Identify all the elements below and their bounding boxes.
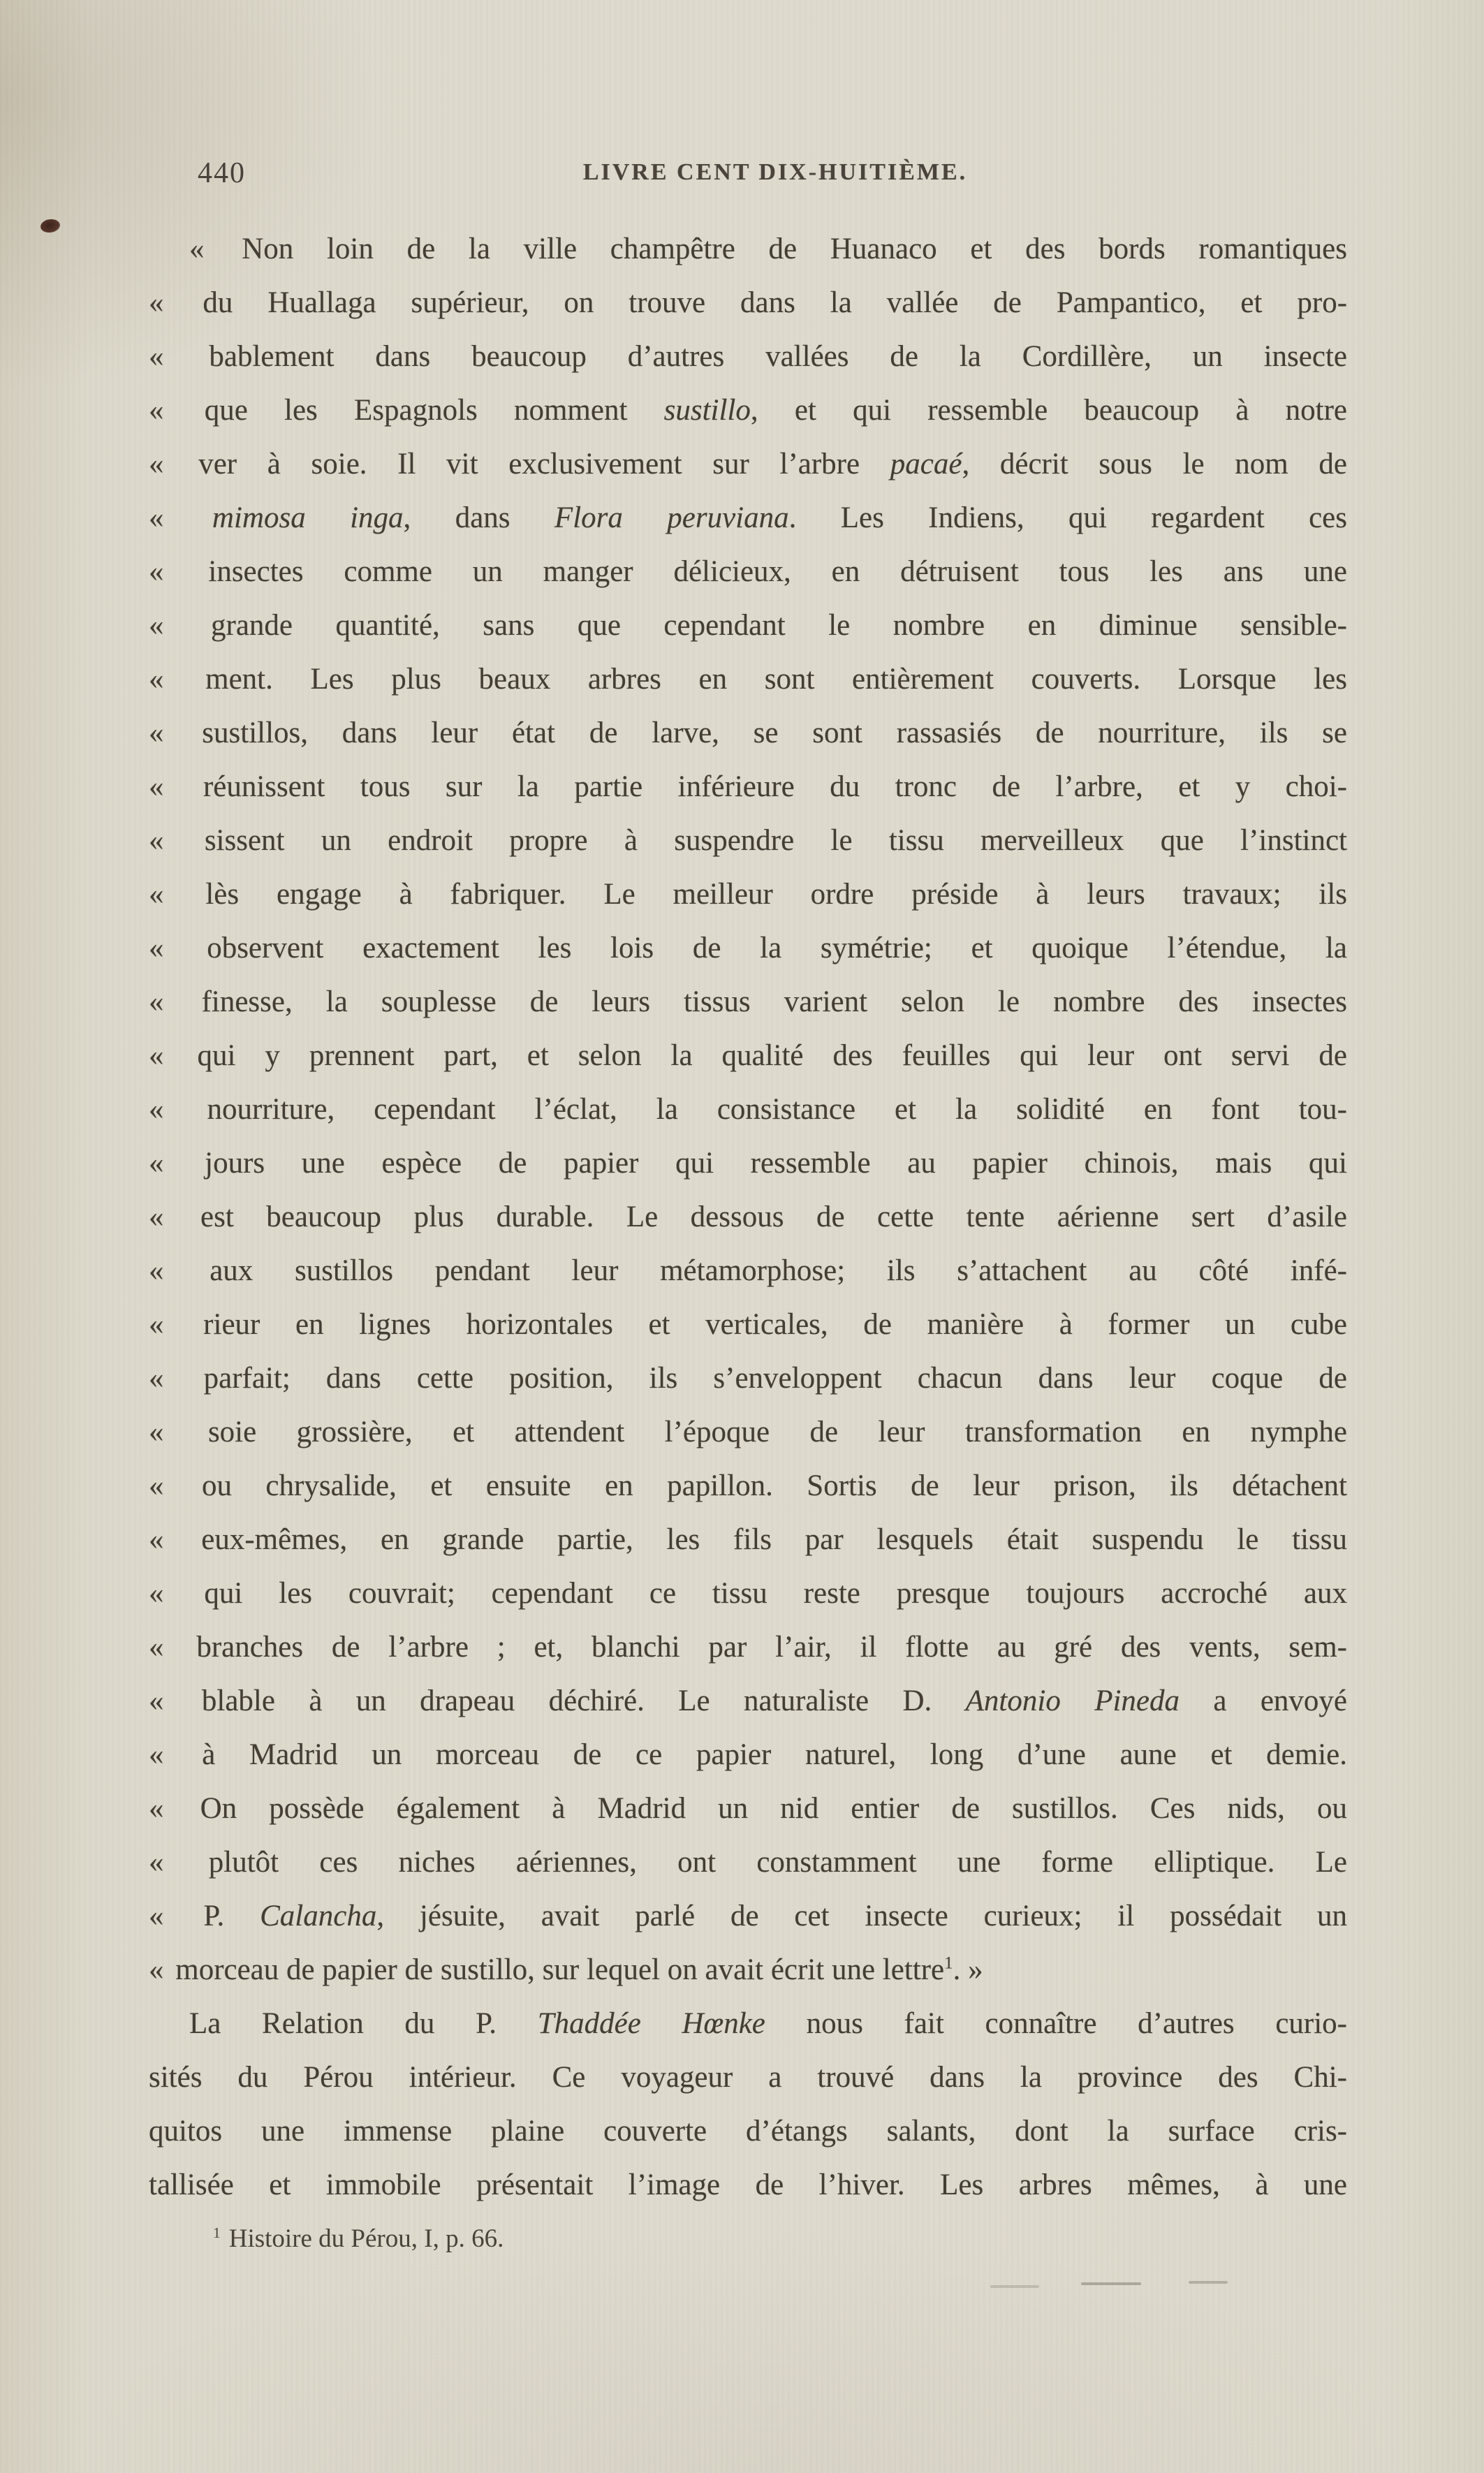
page-number: 440 (198, 157, 246, 189)
text-line (149, 545, 1347, 599)
quote-mark: « (149, 770, 164, 803)
text-segment: du Huallaga supérieur, on trouve dans la vallée de Pampantico, et pro- (203, 286, 1348, 319)
quote-mark: « (149, 1738, 164, 1771)
text-line (149, 975, 1347, 1029)
text-segment: , dans (403, 501, 554, 534)
text-line (149, 1351, 1347, 1405)
text-segment: . Les Indiens, qui regardent ces (788, 501, 1347, 534)
quote-mark: « (149, 1254, 164, 1287)
text-segment: ment. Les plus beaux arbres en sont entièrement couverts. Lorsque les (205, 663, 1348, 696)
quote-mark: « (149, 1900, 164, 1932)
text-segment: jours une espèce de papier qui ressemble au papier chinois, mais qui (205, 1147, 1348, 1180)
quote-mark: « (149, 1469, 164, 1502)
footnote-ref: 1 (944, 1953, 953, 1973)
quote-mark: « (149, 555, 164, 588)
text-line (149, 222, 1347, 276)
text-segment: qui y prennent part, et selon la qualité des feuilles qui leur ont servi de (197, 1039, 1347, 1072)
text-line (149, 1566, 1347, 1620)
quote-mark: « (149, 286, 164, 319)
text-segment: finesse, la souplesse de leurs tissus varient selon le nombre des insectes (201, 985, 1347, 1018)
text-segment: On possède également à Madrid un nid entier de sustillos. Ces nids, ou (200, 1792, 1347, 1825)
text-segment: à Madrid un morceau de ce papier naturel, long d’une aune et demie. (202, 1738, 1348, 1771)
text-line (149, 437, 1347, 491)
text-segment: branches de l’arbre ; et, blanchi par l’air, il flotte au gré des vents, sem- (196, 1631, 1347, 1664)
text-segment: lès engage à fabriquer. Le meilleur ordre préside à leurs travaux; ils (205, 878, 1347, 911)
text-segment: blable à un drapeau déchiré. Le naturaliste D. (201, 1685, 966, 1717)
italic-term: pacaé (890, 448, 962, 480)
quote-mark: « (149, 878, 164, 911)
text-segment: sités du Pérou intérieur. Ce voyageur a trouvé dans la province des Chi- (149, 2061, 1347, 2094)
quote-mark: « (149, 340, 164, 373)
text-segment: soie grossière, et attendent l’époque de leur transformation en nymphe (207, 1416, 1347, 1448)
quote-mark: « (149, 1201, 164, 1233)
quote-mark: « (149, 501, 164, 534)
text-segment: , et qui ressemble beaucoup à notre (750, 394, 1348, 427)
scan-artifact-dash (990, 2285, 1039, 2288)
text-segment: P. (203, 1900, 260, 1932)
text-segment: insectes comme un manger délicieux, en détruisent tous les ans une (208, 555, 1348, 588)
running-title: LIVRE CENT DIX-HUITIÈME. (582, 159, 968, 185)
text-line (149, 1298, 1347, 1351)
quoted-passage (149, 222, 1347, 2212)
text-segment: quitos une immense plaine couverte d’étangs salants, dont la surface cris- (149, 2115, 1347, 2148)
text-line (149, 491, 1347, 545)
text-segment: parfait; dans cette position, ils s’enveloppent chacun dans leur coque de (203, 1362, 1347, 1395)
quote-mark: « (149, 1416, 164, 1448)
text-line (149, 599, 1347, 652)
text-line (149, 1835, 1347, 1889)
text-line (149, 2158, 1347, 2212)
quote-mark: « (149, 1523, 164, 1556)
text-segment: réunissent tous sur la partie inférieure du tronc de l’arbre, et y choi- (203, 770, 1348, 803)
quote-mark: « (149, 1093, 164, 1126)
text-line (149, 1459, 1347, 1513)
text-line (149, 1620, 1347, 1674)
scan-artifact-dash (1081, 2282, 1141, 2285)
text-line (149, 867, 1347, 921)
text-line (149, 1782, 1347, 1835)
text-line (149, 921, 1347, 975)
text-segment: bablement dans beaucoup d’autres vallées de la Cordillère, un insecte (209, 340, 1347, 373)
quote-mark: « (149, 609, 164, 642)
text-segment: a envoyé (1180, 1685, 1348, 1717)
footnote-text: Histoire du Pérou, I, p. 66. (228, 2224, 504, 2253)
text-segment: que les Espagnols nomment (204, 394, 664, 427)
text-line (149, 1405, 1347, 1459)
text-line (149, 1997, 1347, 2050)
text-segment: Non loin de la ville champêtre de Huanaco et des bords romantiques (242, 233, 1347, 265)
text-segment: aux sustillos pendant leur métamorphose; ils s’attachent au côté infé- (210, 1254, 1347, 1287)
quote-mark: « (149, 1147, 164, 1180)
text-segment: La Relation du P. (189, 2007, 538, 2040)
text-line (149, 1029, 1347, 1083)
italic-term: sustillo (663, 394, 751, 427)
text-segment: , décrit sous le nom de (962, 448, 1347, 480)
quote-mark: « (149, 663, 164, 696)
text-segment: rieur en lignes horizontales et verticales, de manière à former un cube (203, 1308, 1347, 1341)
text-line (149, 383, 1347, 437)
text-line (149, 1190, 1347, 1244)
text-line (149, 1728, 1347, 1782)
quote-mark: « (149, 1631, 164, 1664)
quote-mark: « (149, 1577, 164, 1610)
footnote (213, 2219, 504, 2259)
quote-mark: « (149, 1685, 164, 1717)
italic-term: mimosa inga (212, 501, 404, 534)
text-line (149, 1889, 1347, 1943)
text-line (149, 1674, 1347, 1728)
text-line (149, 706, 1347, 760)
text-segment: sustillos, dans leur état de larve, se sont rassasiés de nourriture, ils se (202, 717, 1347, 749)
text-segment: eux-mêmes, en grande partie, les fils par lesquels était suspendu le tissu (201, 1523, 1348, 1556)
text-line (149, 652, 1347, 706)
quote-mark: « (149, 717, 164, 749)
text-segment: nous fait connaître d’autres curio- (765, 2007, 1347, 2040)
italic-term: Calancha (260, 1900, 377, 1932)
text-line (149, 760, 1347, 814)
quote-mark: « (149, 824, 164, 857)
text-segment: ou chrysalide, et ensuite en papillon. Sortis de leur prison, ils détachent (201, 1469, 1347, 1502)
text-line (149, 1943, 1347, 1997)
text-line (149, 1136, 1347, 1190)
quote-mark: « (149, 448, 164, 480)
quote-mark: « (149, 1953, 164, 1986)
text-segment: grande quantité, sans que cependant le nombre en diminue sensible- (211, 609, 1347, 642)
italic-term: Thaddée Hœnke (537, 2007, 765, 2040)
quote-mark: « (149, 1308, 164, 1341)
text-segment: qui les couvrait; cependant ce tissu reste presque toujours accroché aux (204, 1577, 1347, 1610)
scan-artifact-dash (1189, 2281, 1228, 2284)
ink-spot (40, 218, 61, 234)
text-line (149, 330, 1347, 383)
text-segment: sissent un endroit propre à suspendre le tissu merveilleux que l’instinct (204, 824, 1347, 857)
quote-mark: « (149, 1039, 164, 1072)
quote-mark: « (149, 932, 164, 964)
footnote-marker: 1 (213, 2224, 221, 2241)
text-segment: plutôt ces niches aériennes, ont constamment une forme elliptique. Le (208, 1846, 1347, 1879)
text-line (149, 1083, 1347, 1136)
quote-mark: « (149, 394, 164, 427)
text-segment: nourriture, cependant l’éclat, la consistance et la solidité en font tou- (207, 1093, 1347, 1126)
text-line (149, 2104, 1347, 2158)
text-segment: ver à soie. Il vit exclusivement sur l’arbre (198, 448, 890, 480)
text-line (149, 814, 1347, 867)
quote-mark: « (149, 985, 164, 1018)
italic-term: Antonio Pineda (965, 1685, 1180, 1717)
italic-term: Flora peruviana (554, 501, 789, 534)
text-segment: morceau de papier de sustillo, sur lequel on avait écrit une lettre (175, 1953, 945, 1986)
text-segment: tallisée et immobile présentait l’image de l’hiver. Les arbres mêmes, à une (149, 2169, 1347, 2201)
text-line (149, 1513, 1347, 1566)
quote-mark: « (189, 233, 205, 265)
quote-mark: « (149, 1846, 164, 1879)
text-segment: . » (953, 1953, 983, 1986)
text-line (149, 276, 1347, 330)
text-segment: , jésuite, avait parlé de cet insecte curieux; il possédait un (376, 1900, 1347, 1932)
quote-mark: « (149, 1362, 164, 1395)
text-segment: observent exactement les lois de la symétrie; et quoique l’étendue, la (207, 932, 1347, 964)
text-segment: est beaucoup plus durable. Le dessous de cette tente aérienne sert d’asile (200, 1201, 1348, 1233)
text-line (149, 2050, 1347, 2104)
text-line (149, 1244, 1347, 1298)
quote-mark: « (149, 1792, 164, 1825)
